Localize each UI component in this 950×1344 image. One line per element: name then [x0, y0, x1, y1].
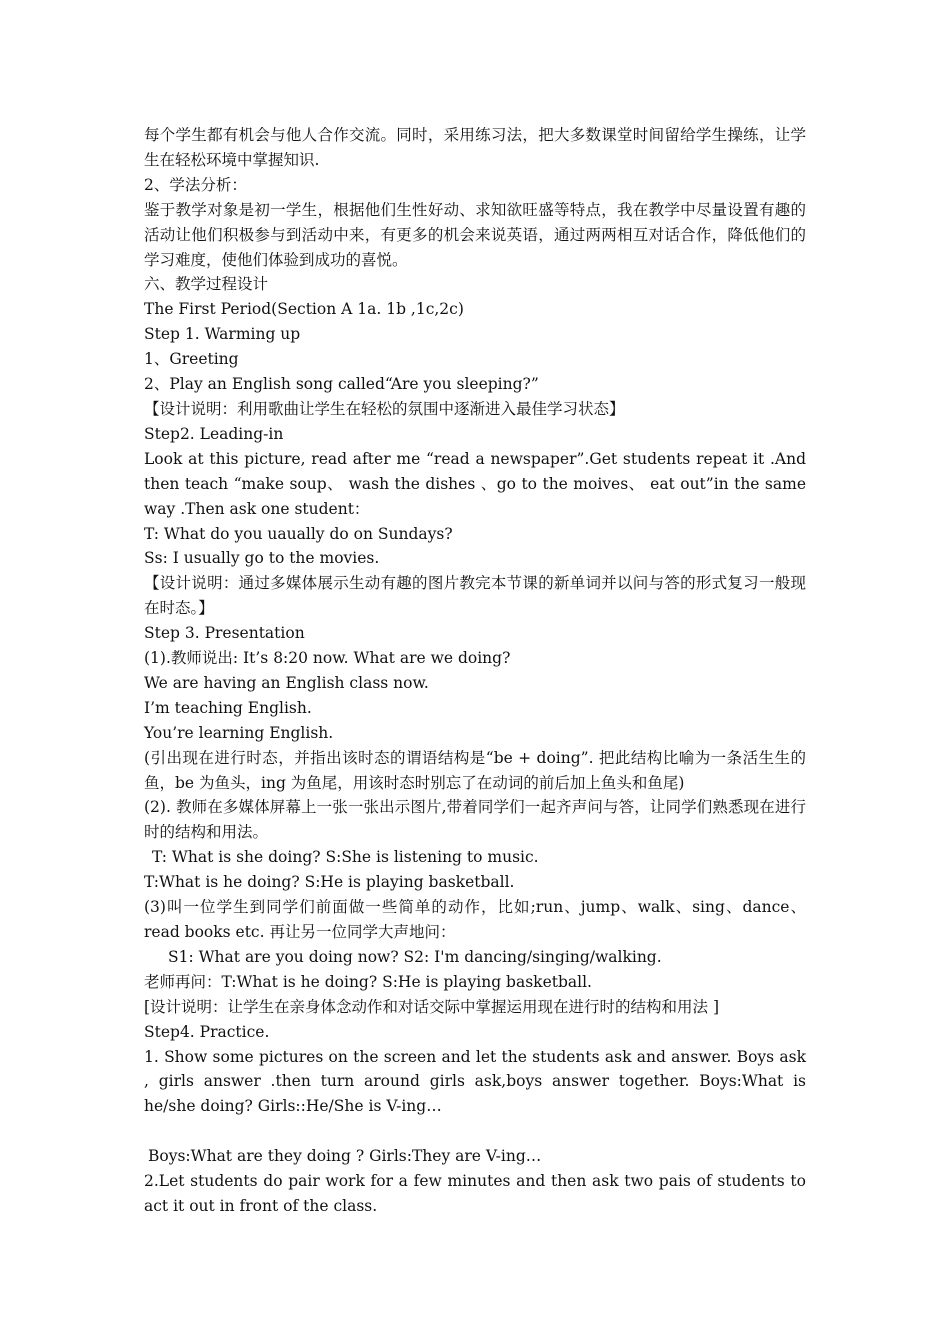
step-2-paragraph: Look at this picture, read after me “read a newspaper”.Get students repeat it .And then teach “make soup、 wash the dishes 、go to the moives、 eat out”in the same way .Then ask one student：	[144, 449, 806, 518]
practice-item-1: 1. Show some pictures on the screen and let the students ask and answer. Boys ask , girls answer .then turn around girls ask,boys answer together. Boys:What is he/she doing? Girls::He/She is V-ing…	[144, 1047, 806, 1116]
presentation-explanation: (引出现在进行时态，并指出该时态的谓语结构是“be + doing”. 把此结构比喻为一条活生生的鱼，be 为鱼头，ing 为鱼尾，用该时态时别忘了在动词的前后加上鱼头和鱼尾)	[144, 748, 806, 792]
dialogue-students-answer: Ss: I usually go to the movies.	[144, 549, 380, 568]
paragraph-method-intro: 每个学生都有机会与他人合作交流。同时，采用练习法，把大多数课堂时间留给学生操练，让学生在轻松环境中掌握知识.	[144, 126, 806, 169]
presentation-line-3: I’m teaching English.	[144, 698, 312, 717]
period-title: The First Period(Section A 1a. 1b ,1c,2c)	[144, 300, 464, 319]
blank-line	[144, 1119, 806, 1144]
design-note-2: 【设计说明：通过多媒体展示生动有趣的图片教完本节课的新单词并以问与答的形式复习一般现在时态。】	[144, 574, 806, 618]
presentation-step-2: (2). 教师在多媒体屏幕上一张一张出示图片,带着同学们一起齐声问与答，让同学们熟悉现在进行时的结构和用法。	[144, 798, 806, 842]
presentation-step-3: (3)叫一位学生到同学们前面做一些简单的动作，比如;run、jump、walk、sing、dance、read books etc. 再让另一位同学大声地问：	[144, 898, 806, 941]
practice-item-2: 2.Let students do pair work for a few minutes and then ask two pais of students to act it out in front of the class.	[144, 1172, 806, 1215]
dialogue-s1-s2: S1: What are you doing now? S2: I'm dancing/singing/walking.	[168, 947, 662, 966]
presentation-line-2: We are having an English class now.	[144, 673, 429, 692]
presentation-line-4: You’re learning English.	[144, 723, 334, 742]
paragraph-study-method: 鉴于教学对象是初一学生，根据他们生性好动、求知欲旺盛等特点，我在教学中尽量设置有趣的活动让他们积极参与到活动中来，有更多的机会来说英语，通过两两相互对话合作，降低他们的学习难度，使他们体验到成功的喜悦。	[144, 200, 806, 269]
design-note-3: [设计说明：让学生在亲身体念动作和对话交际中掌握运用现在进行时的结构和用法 ]	[144, 997, 720, 1016]
heading-study-method: 2、学法分析：	[144, 175, 247, 194]
dialogue-he-doing: T:What is he doing? S:He is playing basketball.	[144, 873, 515, 892]
dialogue-teacher-question: T: What do you uaually do on Sundays?	[144, 524, 453, 543]
design-note-1: 【设计说明：利用歌曲让学生在轻松的氛围中逐渐进入最佳学习状态】	[144, 399, 625, 418]
dialogue-she-doing: T: What is she doing? S:She is listening to music.	[152, 848, 539, 867]
step-1-item-2: 2、Play an English song called“Are you sleeping?”	[144, 375, 539, 394]
step-4-heading: Step4. Practice.	[144, 1022, 270, 1041]
step-3-heading: Step 3. Presentation	[144, 624, 305, 643]
heading-teaching-process: 六、教学过程设计	[144, 275, 269, 294]
document-body	[144, 123, 806, 1219]
step-1-heading: Step 1. Warming up	[144, 325, 301, 344]
presentation-line-1: (1).教师说出: It’s 8:20 now. What are we doing?	[144, 649, 511, 668]
step-2-heading: Step2. Leading-in	[144, 424, 284, 443]
practice-dialogue-they: Boys:What are they doing ? Girls:They are V-ing…	[148, 1147, 542, 1166]
step-1-item-1: 1、Greeting	[144, 350, 239, 369]
teacher-asks-again: 老师再问：T:What is he doing? S:He is playing basketball.	[144, 972, 592, 991]
